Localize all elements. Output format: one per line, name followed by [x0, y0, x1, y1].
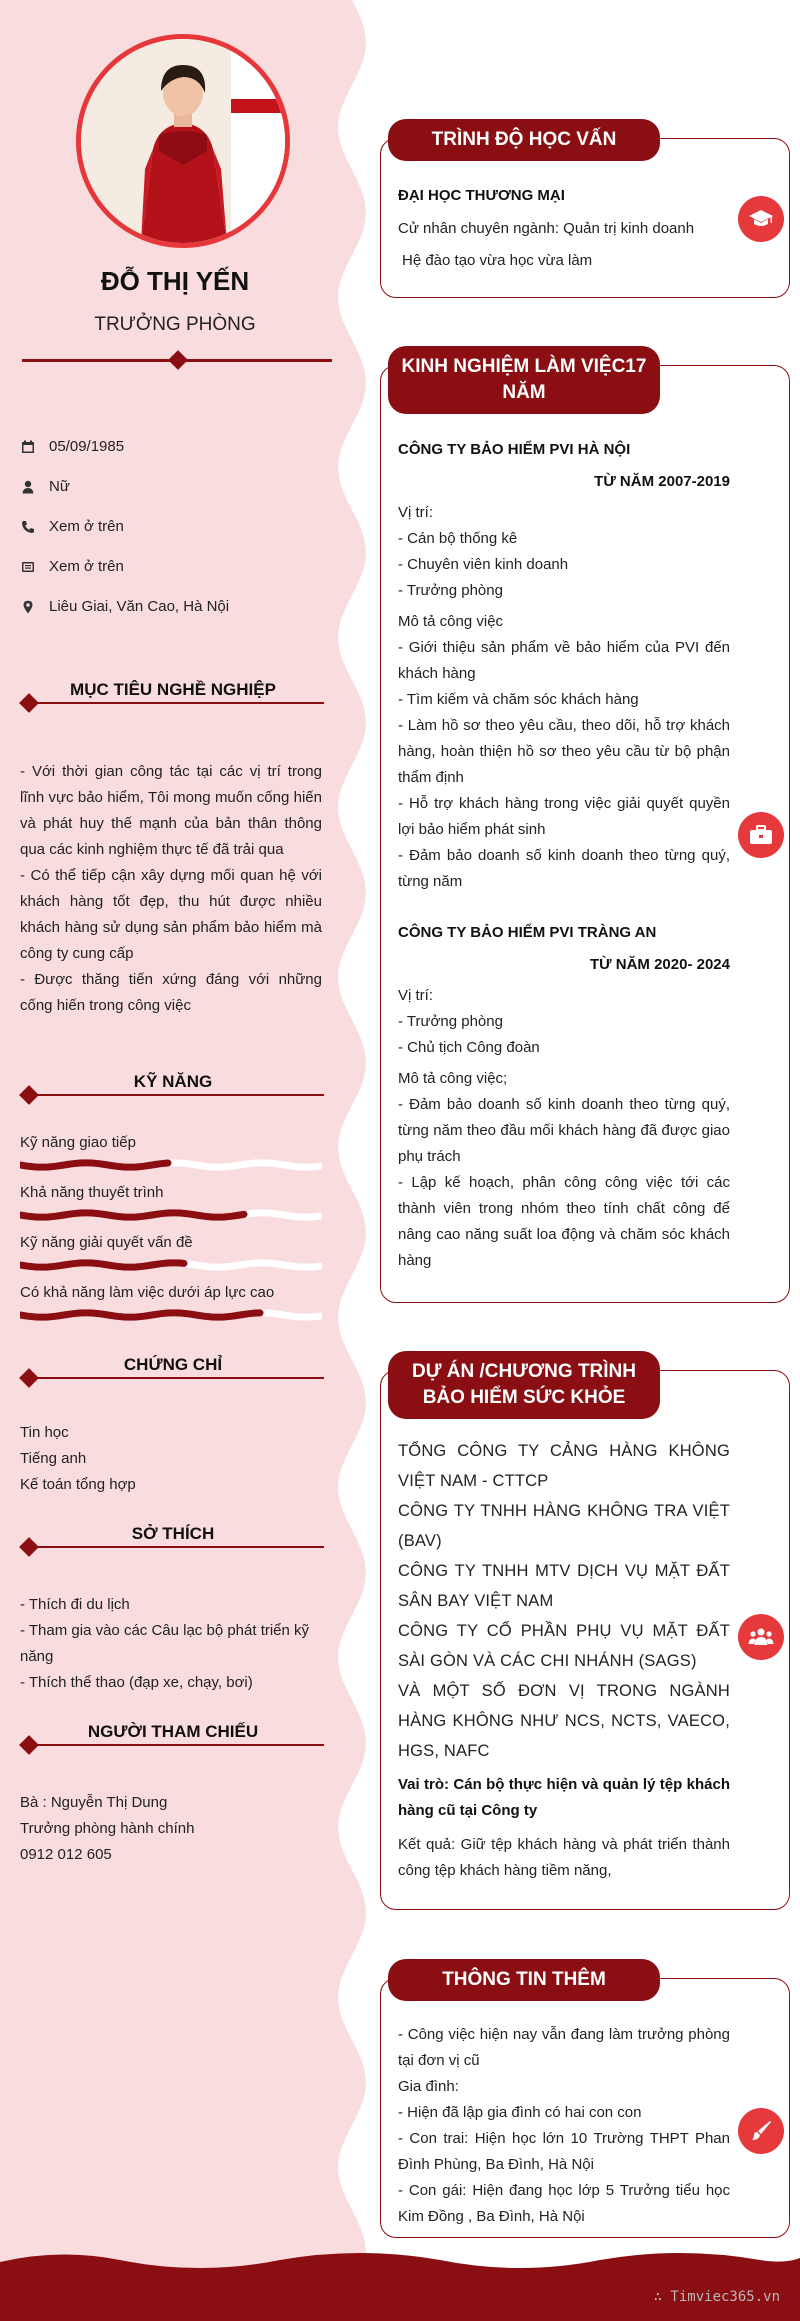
- skill-bar-fill: [20, 1313, 260, 1317]
- full-name: ĐỖ THỊ YẾN: [100, 266, 250, 296]
- experience-title: KINH NGHIỆM LÀM VIỆC17 NĂM: [388, 346, 660, 414]
- skills-header: [22, 1072, 324, 1102]
- projects-clients: TỔNG CÔNG TY CẢNG HÀNG KHÔNG VIỆT NAM - CTTCP CÔNG TY TNHH HÀNG KHÔNG TRA VIỆT (BAV) CÔNG TY TNHH MTV DỊCH VỤ MẶT ĐẤT SÂN BAY VIỆT NAM CÔNG TY CỔ PHẦN PHỤ VỤ MẶT ĐẤT SÀI GÒN VÀ CÁC CHI NHÁNH (SAGS) VÀ MỘT SỐ ĐƠN VỊ TRONG NGÀNH HÀNG KHÔNG NHƯ NCS, NCTS, VAECO, HGS, NAFC: [398, 1442, 730, 1760]
- job-title: TRƯỞNG PHÒNG: [94, 314, 256, 335]
- position-item: - Trưởng phòng: [398, 582, 503, 599]
- avatar: [81, 39, 285, 243]
- reference-position: Trưởng phòng hành chính: [20, 1820, 195, 1837]
- email-text: Xem ở trên: [49, 558, 124, 575]
- education-mode: Hệ đào tạo vừa học vừa làm: [402, 252, 593, 269]
- contact-phone: [20, 518, 124, 535]
- skill-item: [20, 1234, 322, 1271]
- skill-label: Khả năng thuyết trình: [20, 1184, 164, 1201]
- job-2-company: CÔNG TY BẢO HIỂM PVI TRÀNG AN: [398, 924, 657, 941]
- skills-title: KỸ NĂNG: [133, 1072, 213, 1091]
- job-1-positions: [398, 526, 730, 604]
- education-school: ĐẠI HỌC THƯƠNG MẠI: [398, 187, 565, 204]
- contact-address: [20, 598, 229, 615]
- references-title: NGƯỜI THAM CHIẾU: [87, 1722, 259, 1741]
- certificates-header: [22, 1355, 324, 1385]
- projects-role: Vai trò: Cán bộ thực hiện và quản lý tệp khách hàng cũ tại Công ty: [398, 1776, 730, 1819]
- job-2-desc-label: Mô tả công việc;: [398, 1070, 508, 1087]
- skill-bar-fill: [20, 1213, 244, 1217]
- hobby-item: - Thích thể thao (đạp xe, chạy, bơi): [20, 1674, 253, 1691]
- birthday-text: 05/09/1985: [49, 438, 125, 455]
- profile-photo: [76, 34, 290, 248]
- skill-bar-fill: [20, 1263, 184, 1267]
- location-pin-icon: [20, 599, 36, 615]
- job-2-position-label: Vị trí:: [398, 987, 434, 1004]
- phone-icon: [20, 519, 36, 535]
- job-2-positions: [398, 1009, 730, 1061]
- references-header: [22, 1722, 324, 1752]
- user-icon: [20, 479, 36, 495]
- address-text: Liêu Giai, Văn Cao, Hà Nội: [49, 598, 230, 615]
- objective-text: - Với thời gian công tác tại các vị trí trong lĩnh vực bảo hiểm, Tôi mong muốn cống hiến và phát huy thế mạnh của bản thân thông qua các kinh nghiệm thực tế đã trải qua - Có thể tiếp cận xây dựng mối quan hệ với khách hàng tốt đẹp, thu hút được nhiều khách hàng sử dụng sản phẩm bảo hiểm mà công ty cung cấp - Được thăng tiến xứng đáng với những cống hiến trong công việc: [20, 763, 322, 1014]
- skill-level-bar: [20, 1209, 322, 1221]
- projects-result: Kết quả: Giữ tệp khách hàng và phát triển thành công tệp khách hàng tiềm năng,: [398, 1836, 730, 1879]
- watermark: ∴ Timviec365.vn: [653, 2289, 780, 2305]
- education-major: Cử nhân chuyên ngành: Quản trị kinh doanh: [398, 220, 695, 237]
- skill-level-bar: [20, 1309, 322, 1321]
- group-icon: [738, 1614, 784, 1660]
- skill-level-bar: [20, 1259, 322, 1271]
- extra-info-text: - Công việc hiện nay vẫn đang làm trưởng phòng tại đơn vị cũ Gia đình: - Hiện đã lập gia đình có hai con con - Con trai: Hiện học lớn 10 Trường THPT Phan Đình Phùng, Ba Đình, Hà Nội - Con gái: Hiện đang học lớp 5 Trưởng tiểu học Kim Đồng , Ba Đình, Hà Nội: [398, 2026, 730, 2225]
- job-1-position-label: Vị trí:: [398, 504, 434, 521]
- job-2-description: - Đảm bảo doanh số kinh doanh theo từng quý, từng năm theo đầu mối khách hàng đã được giao phụ trách - Lập kế hoạch, phân công công việc tới các thành viên trong nhóm theo tính chất công để nâng cao năng suất loa động và chăm sóc khách hàng: [398, 1096, 730, 1269]
- name-divider: [22, 353, 332, 367]
- reference-phone: 0912 012 605: [20, 1846, 112, 1863]
- position-item: - Chuyên viên kinh doanh: [398, 556, 569, 573]
- extra-info-title: THÔNG TIN THÊM: [388, 1959, 660, 2001]
- skill-label: Có khả năng làm việc dưới áp lực cao: [20, 1284, 275, 1301]
- position-item: - Chủ tịch Công đoàn: [398, 1039, 540, 1056]
- skill-item: [20, 1134, 322, 1171]
- education-title: TRÌNH ĐỘ HỌC VẤN: [388, 119, 660, 161]
- footer-wave: [0, 2248, 800, 2321]
- email-icon: [20, 559, 36, 575]
- calendar-icon: [20, 439, 36, 455]
- watermark-text: Timviec365.vn: [670, 2289, 780, 2305]
- contact-birthday: [20, 438, 124, 455]
- certificates-list: [20, 1420, 322, 1498]
- hobbies-list: [20, 1592, 322, 1696]
- skill-item: [20, 1284, 322, 1321]
- gender-text: Nữ: [49, 478, 70, 495]
- reference-name: Bà : Nguyễn Thị Dung: [20, 1794, 168, 1811]
- projects-title: DỰ ÁN /CHƯƠNG TRÌNH BẢO HIỂM SỨC KHỎE: [388, 1351, 660, 1419]
- phone-text: Xem ở trên: [49, 518, 124, 535]
- position-item: - Trưởng phòng: [398, 1013, 503, 1030]
- position-item: - Cán bộ thống kê: [398, 530, 518, 547]
- skill-item: [20, 1184, 322, 1221]
- skill-label: Kỹ năng giao tiếp: [20, 1134, 136, 1151]
- hobby-item: - Thích đi du lịch: [20, 1596, 130, 1613]
- skill-bar-fill: [20, 1163, 168, 1167]
- job-1-period: TỪ NĂM 2007-2019: [594, 473, 730, 490]
- objective-title: MỤC TIÊU NGHỀ NGHIỆP: [70, 680, 276, 699]
- job-2-period: TỪ NĂM 2020- 2024: [589, 956, 730, 973]
- graduation-cap-icon: [738, 196, 784, 242]
- brush-icon: [738, 2108, 784, 2154]
- hobbies-title: SỞ THÍCH: [131, 1524, 215, 1543]
- references-list: [20, 1790, 322, 1868]
- briefcase-icon: [738, 812, 784, 858]
- contact-gender: [20, 478, 70, 495]
- certificate-item: Tiếng anh: [20, 1450, 87, 1467]
- hobbies-header: [22, 1524, 324, 1554]
- skill-level-bar: [20, 1159, 322, 1171]
- certificate-item: Kế toán tổng hợp: [20, 1476, 136, 1493]
- certificate-item: Tin học: [20, 1424, 69, 1441]
- job-1-desc-label: Mô tả công việc: [398, 613, 504, 630]
- certificates-title: CHỨNG CHỈ: [123, 1355, 223, 1374]
- person-illustration: [81, 39, 285, 243]
- job-1-company: CÔNG TY BẢO HIỂM PVI HÀ NỘI: [398, 441, 631, 458]
- job-1-description: - Giới thiệu sản phẩm về bảo hiểm của PVI đến khách hàng - Tìm kiếm và chăm sóc khách hàng - Làm hồ sơ theo yêu cầu, theo dõi, hỗ trợ khách hàng, hoàn thiện hồ sơ theo yêu cầu từ bộ phận thẩm định - Hỗ trợ khách hàng trong việc giải quyết quyền lợi bảo hiểm phát sinh - Đảm bảo doanh số kinh doanh theo từng quý, từng năm: [398, 639, 730, 890]
- objective-header: [22, 680, 324, 710]
- contact-email: [20, 558, 124, 575]
- hobby-item: - Tham gia vào các Câu lạc bộ phát triển kỹ năng: [20, 1622, 310, 1665]
- skill-label: Kỹ năng giải quyết vấn đề: [20, 1234, 193, 1251]
